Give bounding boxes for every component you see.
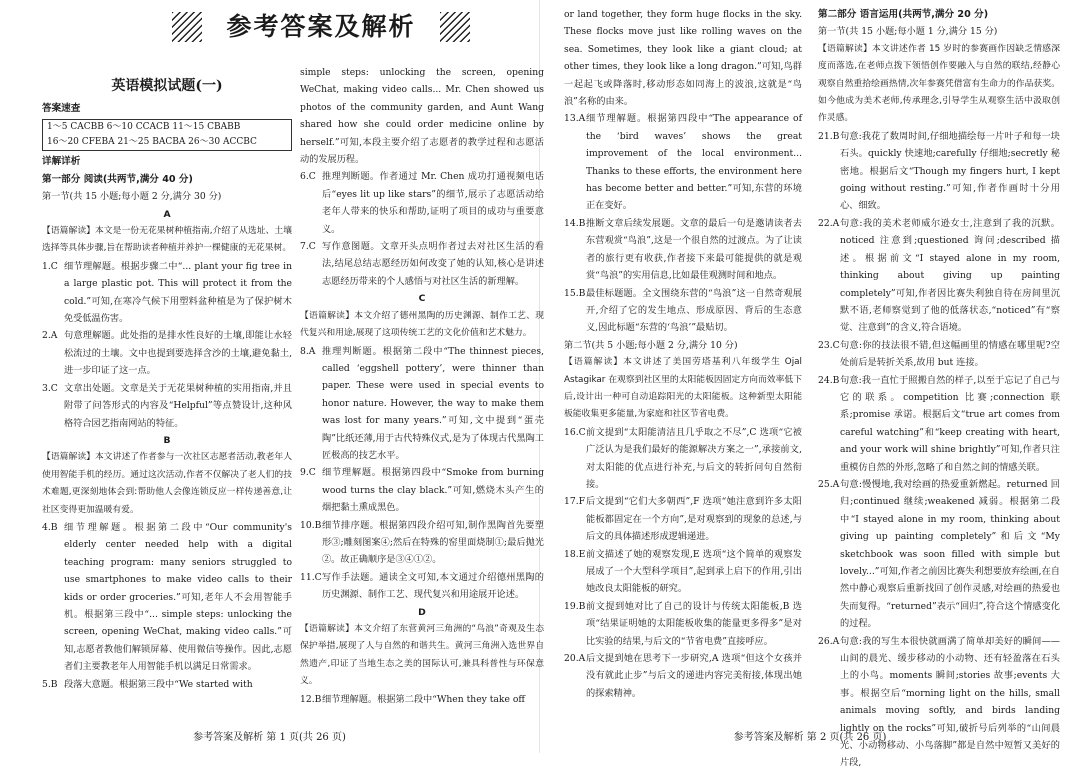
answer-number: 25.A (818, 478, 840, 490)
part-heading: 第一部分 阅读(共两节,满分 40 分) (42, 173, 193, 185)
answer-number: 19.B (564, 600, 586, 612)
answer-item (564, 598, 802, 650)
answer-continuation: simple steps: unlocking the screen, opening WeChat, making video calls... Mr. Chen showed us photos of the community garden, and Aunt Wang shared how she could order medicine online by herself.”可知,本段主要介绍了志愿者的教学过程和志愿活动的发展历程。 (300, 67, 544, 166)
passage-summary: 【语篇解读】本文讲述了美国劳塔基利八年级学生 Ojal Astagikar 在观察到社区里的太阳能板因固定方向而效率低下后,设计出一种可自动追踪阳光的太阳能板。这种新型太阳能板能收集更多能量,为家庭和社区节省电费。 (564, 357, 802, 420)
answer-explanation: 句意:慢慢地,我对绘画的热爱重新燃起。returned 回归;continued 继续;weakened 减弱。根据第二段中“I stayed alone in my room, thinking about giving up painting completely”和后文“My sketchbook was soon filled with simple but lovely...”可知,作者之前因比赛失利想要放弃绘画,在自然中静心观察后重新找回了创作灵感,对绘画的热爱也失而复得。“returned”表示“回归”,符合这个情感变化的过程。 (840, 478, 1060, 630)
passage-summary: 【语篇解读】本文是一份无花果树种植指南,介绍了从选址、土壤选择等具体步骤,旨在帮助读者种植并养护一棵健康的无花果树。 (42, 226, 292, 254)
answer-number: 16.C (564, 426, 586, 438)
answer-key-row: 16～20 CFEBA 21～25 BACBA 26～30 ACCBC (47, 137, 257, 148)
answer-item (300, 569, 544, 604)
answer-explanation: 细节理解题。根据第二段中“When they take off (322, 693, 525, 705)
answer-number: 20.A (564, 653, 586, 665)
answer-number: 6.C (300, 171, 316, 183)
answer-item (300, 691, 544, 708)
column-1 (42, 100, 292, 693)
passage-summary: 【语篇解读】本文介绍了德州黑陶的历史渊源、制作工艺、现代复兴和用途,展现了这项传统工艺的文化价值和艺术魅力。 (300, 310, 544, 339)
answer-number: 23.C (818, 339, 840, 351)
answer-explanation: 句意:我花了数周时间,仔细地描绘每一片叶子和每一块石头。quickly 快速地;carefully 仔细地;secretly 秘密地。根据后文“Though my fingers hurt, I kept going without resting.”可知,作者作画时十分用心、细致。 (840, 130, 1060, 212)
answer-item (42, 380, 292, 432)
answer-explanation: 写作手法题。通读全文可知,本文通过介绍德州黑陶的历史渊源、制作工艺、现代复兴和用途展开论述。 (322, 571, 544, 601)
page-footer: 参考答案及解析 第 2 页(共 26 页) (733, 732, 887, 743)
answer-number: 15.B (564, 287, 586, 299)
answer-number: 26.A (818, 635, 840, 647)
answer-item (300, 238, 544, 290)
answer-number: 1.C (42, 260, 58, 272)
section-heading: 第一节(共 15 小题;每小题 2 分,满分 30 分) (42, 191, 222, 203)
answer-item (818, 128, 1060, 215)
answer-item (564, 493, 802, 545)
answer-number: 14.B (564, 217, 586, 229)
hatch-decoration-right (440, 12, 470, 42)
answer-explanation: 文章出处题。文章是关于无花果树种植的实用指南,并且附带了问答形式的内容及“Helpful”等点赞设计,这种风格符合园艺指南网站的特征。 (64, 382, 292, 429)
title-banner (172, 6, 470, 50)
passage-letter: D (418, 606, 426, 618)
answer-item (42, 676, 292, 693)
column-3 (564, 6, 802, 726)
passage-letter: A (163, 208, 171, 220)
answer-item (300, 168, 544, 238)
answer-item (818, 633, 1060, 772)
answer-explanation: 最佳标题题。全文围绕东营的“鸟浪”这一自然奇观展开,介绍了它的发生地点、形成原因、背后的生态意义,因此标题“东营的‘鸟浪’”最贴切。 (586, 287, 802, 334)
answer-number: 22.A (818, 217, 840, 229)
answer-item (564, 424, 802, 494)
answer-explanation: 细节理解题。根据第四段中“The appearance of the ‘bird waves’ shows the great improvement of the local environment... Thanks to these efforts, the environment here has become better and better.”可知,东营的环境正在变好。 (586, 113, 802, 212)
answer-explanation: 句意:我的美术老师威尔逊女士,注意到了我的沉默。noticed 注意到;questioned 询问;described 描述。根据前文“I stayed alone in my room, thinking about giving up painting completely”可知,作者因比赛失利独自待在房间里沉默不语,老师察觉到了他的低落状态,“noticed”有“察觉、注意到”的含义,符合语境。 (840, 217, 1060, 334)
answer-key-heading: 答案速查 (42, 103, 81, 114)
answer-item (818, 215, 1060, 337)
answer-explanation: 推断文章后续发展题。文章的最后一句是邀请读者去东营观赏“鸟浪”,这是一个很自然的过渡点。为了让读者的旅行更有收获,作者接下来最可能提供的就是观赏“鸟浪”的实用信息,比如最佳观测时间和地点。 (586, 217, 802, 282)
passage-letter: B (163, 434, 171, 446)
answer-item (42, 258, 292, 328)
answer-explanation: 句意:你的技法很不错,但这幅画里的情感在哪里呢?空处前后是转折关系,故用 but 连接。 (840, 339, 1060, 369)
column-4 (818, 6, 1060, 769)
answer-number: 21.B (818, 130, 840, 142)
answer-item (564, 546, 802, 598)
passage-letter: C (418, 293, 426, 305)
answer-explanation: 细节理解题。根据第四段中“Smoke from burning wood turns the clay black.”可知,燃烧木头产生的烟把黏土熏成黑色。 (322, 467, 544, 514)
answer-explanation: 推理判断题。根据第二段中“The thinnest pieces, called ‘eggshell pottery’, were thinner than paper. These were used in special events to honor nature. However, the way to make them was lost for many years.”可知,文中提到“蛋壳陶”比纸还薄,用于古代特殊仪式,是为了体现古代黑陶工匠极高的技艺水平。 (322, 345, 544, 461)
answer-explanation: 段落大意题。根据第三段中“We started with (64, 678, 253, 690)
section-heading: 第二节(共 5 小题;每小题 2 分,满分 10 分) (564, 339, 738, 351)
passage-summary: 【语篇解读】本文讲述作者 15 岁时的参赛画作因缺乏情感深度而落选,在老师点拨下领悟创作要融入与自然的联结,经静心观察自然重拾绘画热情,次年参赛凭借富有生命力的作品获奖。如今他成为美术老师,传承理念,引导学生从观察生活中汲取创作灵感。 (818, 43, 1060, 124)
answer-number: 3.C (42, 382, 58, 394)
answer-explanation: 前文提到她对比了自己的设计与传统太阳能板,B 选项“结果证明她的太阳能板收集的能量更多得多”是对比实验的结果,与后文的“节省电费”直接呼应。 (586, 600, 802, 647)
paper-title: 英语模拟试题(一) (111, 78, 223, 94)
answer-item (564, 285, 802, 337)
answer-item (564, 650, 802, 702)
answer-item (300, 517, 544, 569)
answer-number: 24.B (818, 374, 840, 386)
page-2 (540, 0, 1080, 769)
passage-summary: 【语篇解读】本文讲述了作者参与一次社区志愿者活动,教老年人使用智能手机的经历。通过这次活动,作者不仅解决了老人们的技术难题,更深刻地体会到:帮助他人会像连锁反应一样传递善意,让社区变得更加温暖有爱。 (42, 452, 292, 515)
answer-number: 5.B (42, 678, 58, 690)
answer-explanation: 前文提到“太阳能清洁且几乎取之不尽”,C 选项“它被广泛认为是我们最好的能源解决方案之一”,承接前文,对太阳能的优点进行补充,与后文的转折问句自然衔接。 (586, 426, 802, 490)
page-footer: 参考答案及解析 第 1 页(共 26 页) (193, 732, 346, 743)
answer-explanation: 写作意图题。文章开头点明作者过去对社区生活的看法,结尾总结志愿经历如何改变了她的认知,核心是讲述志愿经历带来的个人感悟与对社区生活的新理解。 (322, 241, 544, 287)
banner-title: 参考答案及解析 (226, 12, 416, 41)
answer-item (564, 110, 802, 214)
answer-explanation: 句意:我的写生本很快就画满了简单却美好的瞬间——山间的晨光、缓步移动的小动物、还有轻盈落在石头上的小鸟。moments 瞬间;stories 故事;events 大事。根据空后“morning light on the hills, small animals moving softly, and birds landing lightly on the rocks”可知,破折号后列举的“山间晨光、小动物移动、小鸟落脚”都是自然中短暂又美好的片段, (840, 635, 1060, 769)
part-heading: 第二部分 语言运用(共两节,满分 20 分) (818, 9, 989, 20)
answer-number: 9.C (300, 467, 316, 479)
answer-item (42, 327, 292, 379)
answer-explanation: 后文提到“它们大多朝西”,F 选项“她注意到许多太阳能板都固定在一个方向”,是对观察到的现象的总述,与后文的具体描述形成逻辑递进。 (586, 496, 802, 543)
answer-explanation: 句意:我一直忙于照搬自然的样子,以至于忘记了自己与它的联系。competition 比赛;connection 联系;promise 承诺。根据后文“true art comes from careful watching”和“keep creating with heart, and your work will shine brightly”可知,作者只注重模仿自然的外形,忽略了和自然之间的情感关联。 (840, 374, 1060, 473)
answer-number: 4.B (42, 521, 58, 533)
answer-key-box (42, 119, 292, 151)
answer-explanation: 细节理解题。根据步骤二中“... plant your fig tree in a large plastic pot. This will protect it from the cold.”可知,在寒冷气候下用塑料盆种植是为了保护树木免受低温伤害。 (64, 260, 292, 325)
answer-number: 8.A (300, 345, 316, 357)
answer-item (42, 519, 292, 676)
answer-explanation: 后文提到她在思考下一步研究,A 选项“但这个女孩并没有就此止步”与后文的递进内容完美衔接,体现出她的探索精神。 (586, 653, 802, 699)
passage-summary: 【语篇解读】本文介绍了东营黄河三角洲的“鸟浪”奇观及生态保护举措,展现了人与自然的和谐共生。黄河三角洲入选世界自然遗产,印证了当地生态之美的国际认可,兼具科普性与环保意义。 (300, 624, 544, 687)
answer-item (818, 337, 1060, 372)
answer-number: 18.E (564, 548, 586, 560)
answer-item (300, 343, 544, 465)
answer-explanation: 细节排序题。根据第四段介绍可知,制作黑陶首先要塑形③;雕刻图案④;然后在特殊的窑里面烧制①;最后抛光②。故正确顺序是③④①②。 (322, 519, 544, 566)
answer-explanation: 推理判断题。作者通过 Mr. Chen 成功打通视频电话后“eyes lit up like stars”的细节,展示了志愿活动给老年人带来的快乐和帮助,证明了项目的成功与重要意义。 (322, 171, 544, 235)
answer-number: 13.A (564, 113, 586, 125)
answer-number: 12.B (300, 693, 322, 705)
answer-item (564, 215, 802, 285)
answer-item (818, 372, 1060, 476)
answer-explanation: 细节理解题。根据第二段中“Our community's elderly center needed help with a digital teaching program: many seniors struggled to use smartphones to make video calls to their kids or order groceries.”可知,老年人不会用智能手机。根据第三段中“... simple steps: unlocking the screen, opening WeChat, making video calls.”可知,志愿者教他们解锁屏幕、使用微信等操作。因此,志愿者们主要教老年人用智能手机以满足日常需求。 (64, 521, 292, 673)
hatch-decoration-left (172, 12, 202, 42)
answer-number: 17.F (564, 496, 585, 508)
answer-item (300, 464, 544, 516)
page-1 (0, 0, 544, 753)
answer-number: 11.C (300, 571, 322, 583)
detail-heading: 详解详析 (42, 156, 81, 168)
section-heading: 第一节(共 15 小题;每小题 1 分,满分 15 分) (818, 26, 998, 38)
answer-item (818, 476, 1060, 633)
answer-continuation: or land together, they form huge flocks in the sky. These flocks move just like rolling waves on the sea. Sometimes, they look like a giant cloud; at other times, they look like a long dragon.”可知,鸟群一起起飞或降落时,移动形态如同海上的波浪,这就是“鸟浪”名称的由来。 (564, 9, 802, 108)
column-2 (300, 64, 544, 724)
answer-explanation: 句意理解题。此处指的是排水性良好的土壤,即能让水轻松流过的土壤。文中也提到要选择含沙的土壤,避免黏土,进一步印证了这一点。 (64, 330, 292, 377)
answer-number: 10.B (300, 519, 322, 531)
answer-number: 2.A (42, 330, 58, 342)
answer-number: 7.C (300, 241, 316, 253)
answer-key-row: 1～5 CACBB 6～10 CCACB 11～15 CBABB (47, 122, 241, 133)
answer-explanation: 前文描述了她的观察发现,E 选项“这个简单的观察发展成了一个大型科学项目”,起到承上启下的作用,引出她改良太阳能板的研究。 (586, 548, 802, 595)
